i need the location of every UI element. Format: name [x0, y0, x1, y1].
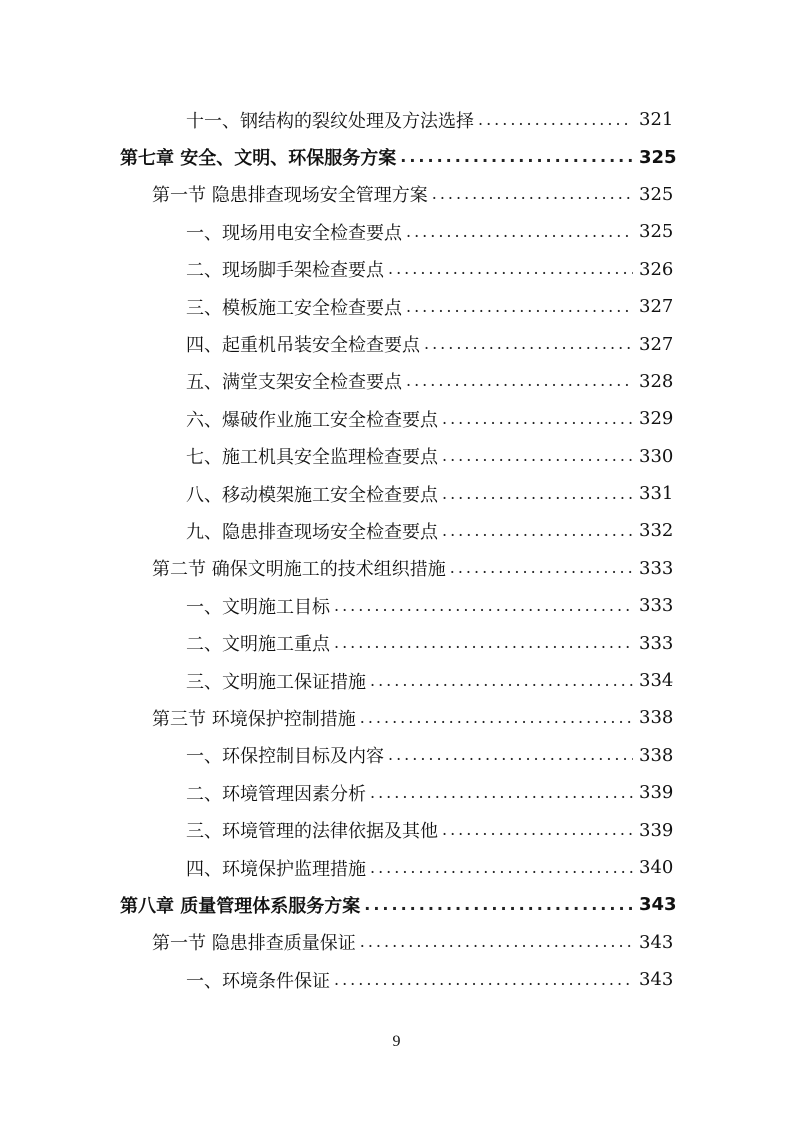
- toc-entry[interactable]: [0, 475, 793, 512]
- toc-entry[interactable]: [0, 737, 793, 774]
- toc-entry[interactable]: [0, 662, 793, 699]
- toc-dot-leader: [388, 261, 633, 277]
- toc-entry-title: 六、爆破作业施工安全检查要点: [186, 409, 438, 431]
- toc-entry-title: 一、现场用电安全检查要点: [186, 222, 402, 244]
- toc-entry[interactable]: [0, 213, 793, 250]
- toc-entry-page: 328: [639, 370, 674, 392]
- toc-entry-page: 339: [639, 819, 674, 841]
- toc-entry-page: 343: [639, 969, 674, 991]
- toc-entry-title: 九、隐患排查现场安全检查要点: [186, 521, 438, 543]
- toc-dot-leader: [406, 373, 633, 389]
- toc-entry-page: 332: [639, 520, 674, 542]
- toc-entry-page: 327: [639, 333, 674, 355]
- toc-entry-page: 325: [639, 183, 674, 205]
- toc-dot-leader: [432, 186, 633, 202]
- toc-entry[interactable]: [0, 101, 793, 138]
- toc-entry[interactable]: [0, 176, 793, 213]
- toc-entry-title: 十一、钢结构的裂纹处理及方法选择: [186, 110, 474, 132]
- toc-entry[interactable]: [0, 438, 793, 475]
- page-number: 9: [392, 1033, 401, 1050]
- toc-dot-leader: [370, 673, 633, 689]
- toc-dot-leader: [406, 299, 633, 315]
- toc-entry-title: 二、现场脚手架检查要点: [186, 260, 384, 282]
- toc-entry[interactable]: [0, 699, 793, 736]
- toc-dot-leader: [442, 822, 633, 838]
- toc-entry-page: 334: [639, 670, 674, 692]
- toc-entry[interactable]: [0, 961, 793, 998]
- toc-entry[interactable]: [0, 251, 793, 288]
- toc-entry-page: 325: [639, 221, 674, 243]
- toc-entry[interactable]: [0, 400, 793, 437]
- toc-entry-page: 339: [639, 782, 674, 804]
- toc-entry-page: 333: [639, 595, 674, 617]
- toc-entry[interactable]: [0, 363, 793, 400]
- toc-entry-page: 326: [639, 258, 674, 280]
- toc-dot-leader: [450, 560, 633, 576]
- table-of-contents: [0, 101, 793, 998]
- toc-dot-leader: [334, 635, 633, 651]
- toc-entry-title: 第二节 确保文明施工的技术组织措施: [152, 559, 446, 581]
- toc-entry-title: 第一节 隐患排查质量保证: [152, 933, 356, 955]
- toc-dot-leader: [370, 785, 633, 801]
- toc-entry-page: 340: [639, 857, 674, 878]
- toc-entry-page: 330: [639, 445, 674, 467]
- toc-dot-leader: [406, 224, 633, 240]
- toc-entry[interactable]: [0, 849, 793, 886]
- toc-entry[interactable]: [0, 512, 793, 549]
- toc-entry-title: 一、环境条件保证: [186, 970, 330, 992]
- toc-entry-page: 329: [639, 408, 674, 430]
- toc-entry-page: 327: [639, 296, 674, 318]
- toc-dot-leader: [478, 112, 633, 128]
- toc-entry[interactable]: [0, 811, 793, 848]
- toc-dot-leader: [388, 747, 633, 763]
- toc-entry-page: 331: [639, 483, 674, 505]
- toc-dot-leader: [442, 523, 633, 539]
- toc-dot-leader: [442, 411, 633, 427]
- toc-dot-leader: [360, 934, 633, 950]
- toc-dot-leader: [442, 448, 633, 464]
- toc-entry-page: 321: [639, 109, 674, 131]
- toc-dot-leader: [370, 860, 633, 876]
- toc-entry-page: 325: [639, 146, 677, 168]
- toc-entry-page: 338: [639, 744, 674, 766]
- toc-entry-page: 338: [639, 707, 674, 729]
- toc-entry-page: 343: [639, 931, 674, 953]
- toc-entry-page: 333: [639, 557, 674, 579]
- toc-entry-title: 三、环境管理的法律依据及其他: [186, 821, 438, 843]
- toc-entry-title: 第一节 隐患排查现场安全管理方案: [152, 185, 428, 207]
- toc-entry[interactable]: [0, 587, 793, 624]
- toc-entry-title: 一、环保控制目标及内容: [186, 746, 384, 768]
- toc-entry-title: 五、满堂支架安全检查要点: [186, 372, 402, 394]
- toc-entry-page: 343: [639, 894, 677, 916]
- toc-entry[interactable]: [0, 325, 793, 362]
- toc-entry[interactable]: [0, 774, 793, 811]
- toc-dot-leader: [442, 486, 633, 502]
- toc-entry[interactable]: [0, 624, 793, 661]
- toc-entry-title: 二、文明施工重点: [186, 634, 330, 656]
- toc-entry[interactable]: [0, 288, 793, 325]
- toc-entry[interactable]: [0, 550, 793, 587]
- toc-dot-leader: [334, 598, 633, 614]
- toc-entry[interactable]: [0, 138, 793, 175]
- toc-entry-page: 333: [639, 632, 674, 654]
- toc-entry[interactable]: [0, 924, 793, 961]
- toc-entry-title: 四、起重机吊装安全检查要点: [186, 335, 420, 357]
- toc-dot-leader: [360, 710, 633, 726]
- toc-entry-title: 第七章 安全、文明、环保服务方案: [120, 148, 397, 170]
- toc-entry[interactable]: [0, 886, 793, 923]
- toc-entry-title: 第八章 质量管理体系服务方案: [120, 895, 361, 917]
- toc-entry-title: 八、移动模架施工安全检查要点: [186, 484, 438, 506]
- toc-entry-title: 七、施工机具安全监理检查要点: [186, 447, 438, 469]
- toc-entry-title: 四、环境保护监理措施: [186, 858, 366, 880]
- toc-entry-title: 二、环境管理因素分析: [186, 783, 366, 805]
- toc-entry-title: 一、文明施工目标: [186, 596, 330, 618]
- toc-dot-leader: [334, 972, 633, 988]
- toc-entry-title: 第三节 环境保护控制措施: [152, 708, 356, 730]
- toc-dot-leader: [364, 897, 633, 913]
- toc-entry-title: 三、模板施工安全检查要点: [186, 297, 402, 319]
- toc-dot-leader: [400, 149, 633, 165]
- toc-entry-title: 三、文明施工保证措施: [186, 671, 366, 693]
- toc-dot-leader: [424, 336, 633, 352]
